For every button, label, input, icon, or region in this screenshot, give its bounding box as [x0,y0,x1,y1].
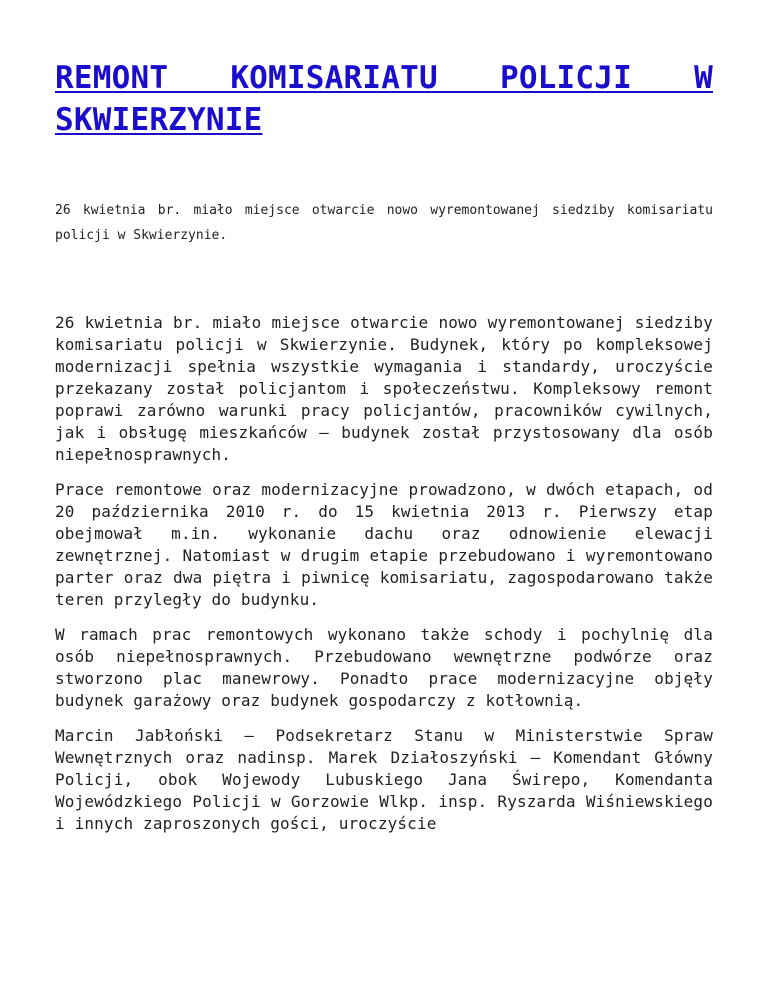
document-page [55,57,713,848]
article-paragraph-3: W ramach prac remontowych wykonano także schody i pochylnię dla osób niepełnosprawnych. Przebudowano wewnętrzne podwórze oraz stworzono plac manewrowy. Ponadto prace modernizacyjne objęły budynek garażowy oraz budynek gospodarczy z kotłownią. [55,625,713,710]
article-title-link[interactable]: REMONT KOMISARIATU POLICJI W SKWIERZYNIE [55,60,713,138]
article-body [55,312,713,835]
article-paragraph-1: 26 kwietnia br. miało miejsce otwarcie nowo wyremontowanej siedziby komisariatu policji w Skwierzynie. Budynek, który po kompleksowej modernizacji spełnia wszystkie wymagania i standardy, uroczyście przekazany został policjantom i społeczeństwu. Kompleksowy remont poprawi zarówno warunki pracy policjantów, pracowników cywilnych, jak i obsługę mieszkańców – budynek został przystosowany dla osób niepełnosprawnych. [55,313,713,464]
article-paragraph-4: Marcin Jabłoński – Podsekretarz Stanu w Ministerstwie Spraw Wewnętrznych oraz nadinsp. Marek Działoszyński – Komendant Główny Policji, obok Wojewody Lubuskiego Jana Świrepo, Komendanta Wojewódzkiego Policji w Gorzowie Wlkp. insp. Ryszarda Wiśniewskiego i innych zaproszonych gości, uroczyście [55,726,713,833]
article-lead: 26 kwietnia br. miało miejsce otwarcie nowo wyremontowanej siedziby komisariatu policji w Skwierzynie. [55,203,713,243]
article-paragraph-2: Prace remontowe oraz modernizacyjne prowadzono, w dwóch etapach, od 20 października 2010 r. do 15 kwietnia 2013 r. Pierwszy etap obejmował m.in. wykonanie dachu oraz odnowienie elewacji zewnętrznej. Natomiast w drugim etapie przebudowano i wyremontowano parter oraz dwa piętra i piwnicę komisariatu, zagospodarowano także teren przyległy do budynku. [55,480,713,609]
